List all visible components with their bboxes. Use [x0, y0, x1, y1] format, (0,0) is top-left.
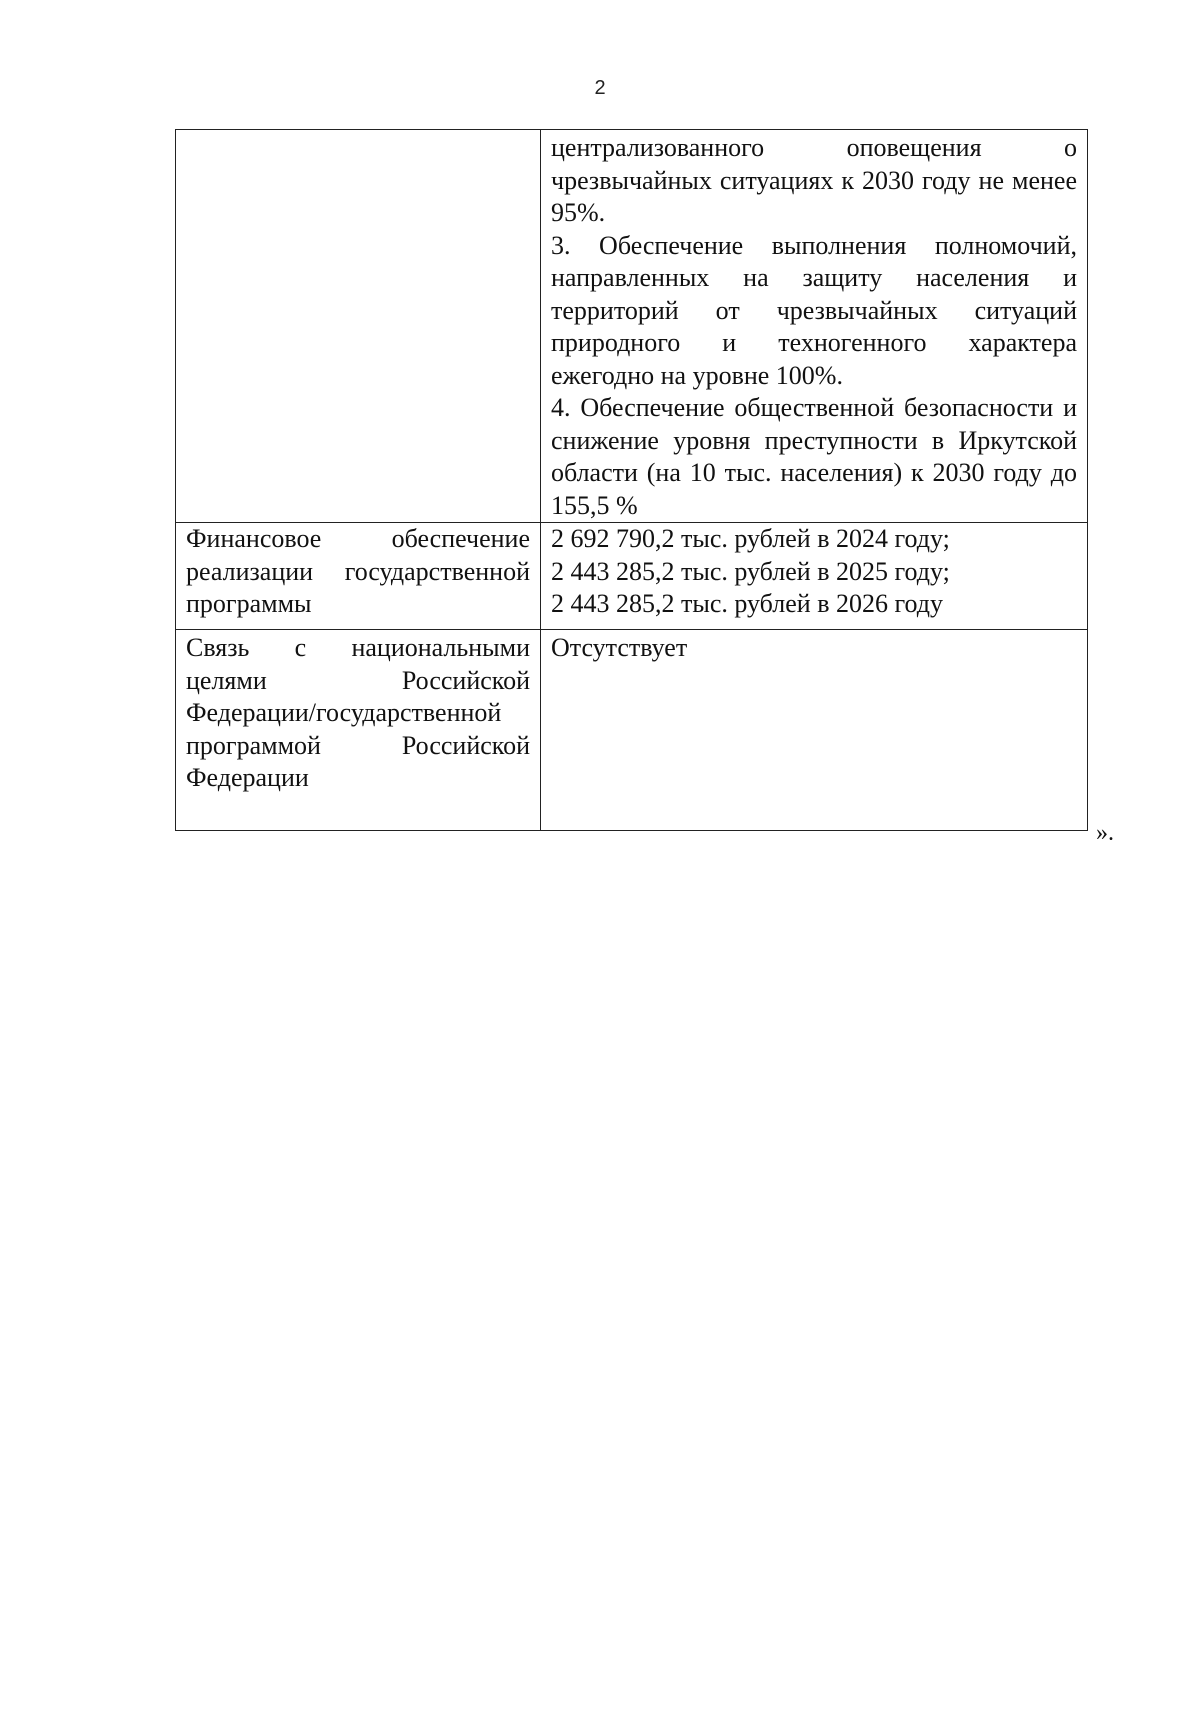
finance-value-cell [541, 523, 1088, 630]
targets-label-cell [176, 130, 541, 523]
finance-line: 2 443 285,2 тыс. рублей в 2025 году; [551, 556, 950, 586]
table-row-national-goals [176, 630, 1088, 831]
table-row-finance [176, 523, 1088, 630]
finance-line: 2 692 790,2 тыс. рублей в 2024 году; [551, 524, 950, 553]
page-number: 2 [594, 77, 606, 99]
target-item: централизованного оповещения о чрезвычайных ситуациях к 2030 году не менее 95%. [551, 133, 1077, 227]
national-goals-label-cell: Связь с национальными целями Российской Федерации/государственной программой Российской Федерации [176, 630, 541, 831]
national-goals-value-cell: Отсутствует [541, 630, 1088, 831]
finance-label-cell: Финансовое обеспечение реализации государственной программы [176, 523, 541, 630]
closing-quote-mark: ». [1096, 820, 1114, 846]
target-item: 3. Обеспечение выполнения полномочий, направленных на защиту населения и территорий от чрезвычайных ситуаций природного и техногенного характера ежегодно на уровне 100%. [551, 230, 1077, 390]
program-passport-table [175, 129, 1088, 831]
table-row-targets [176, 130, 1088, 523]
targets-value-cell [541, 130, 1088, 523]
finance-line: 2 443 285,2 тыс. рублей в 2026 году [551, 589, 943, 618]
target-item: 4. Обеспечение общественной безопасности и снижение уровня преступности в Иркутской области (на 10 тыс. населения) к 2030 году до 155,5 % [551, 393, 1077, 520]
